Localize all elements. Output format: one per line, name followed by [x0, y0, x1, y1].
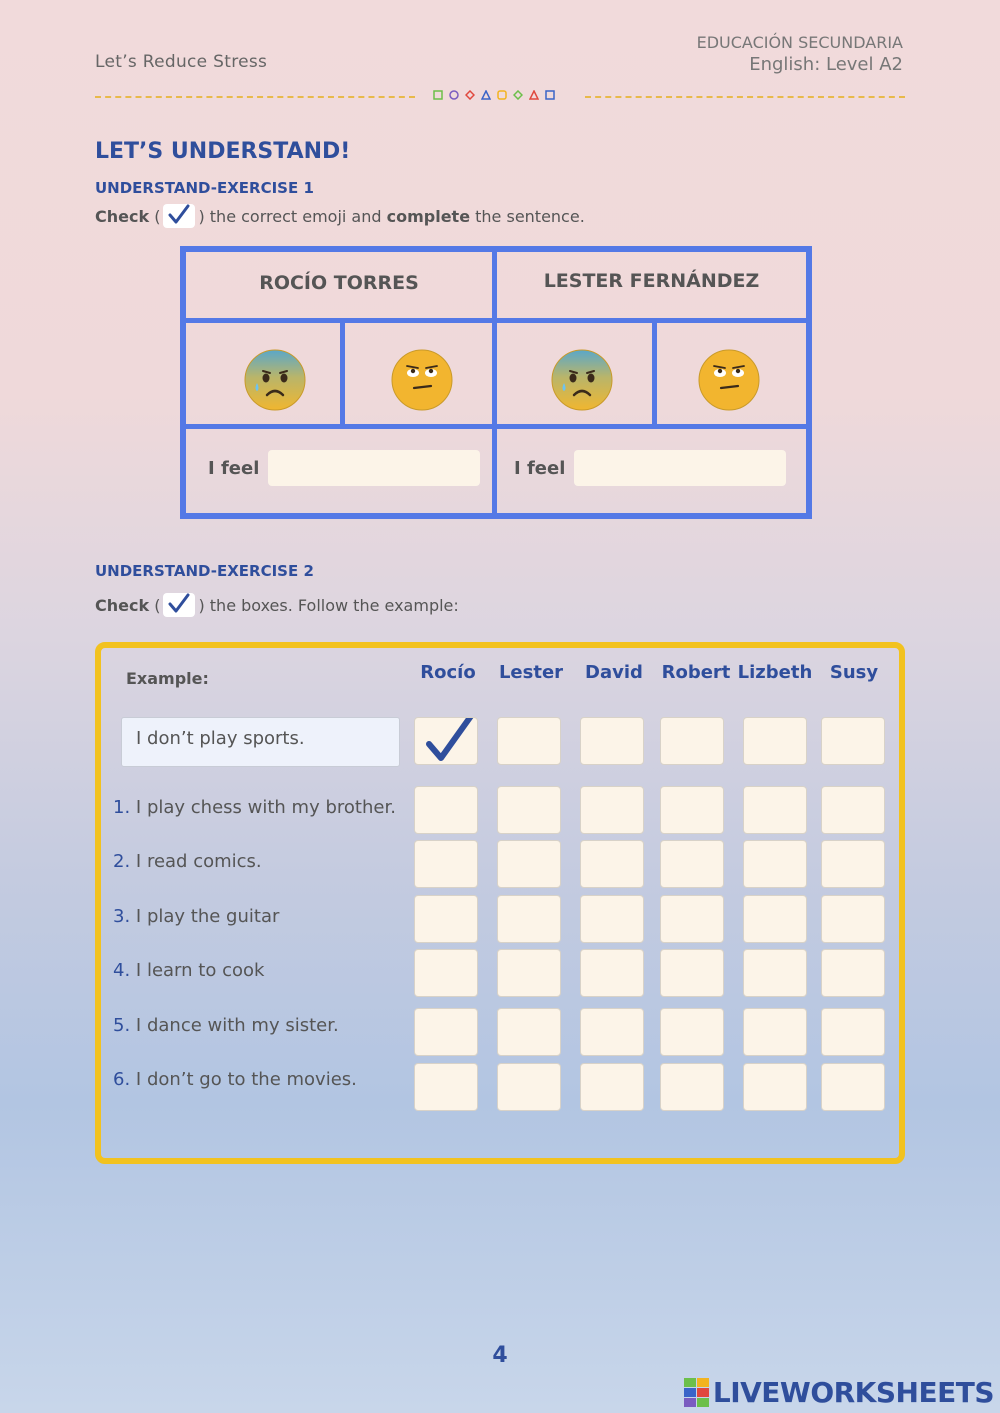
checkbox-cell[interactable] [414, 1063, 478, 1111]
checkbox-cell[interactable] [743, 840, 807, 888]
column-header-rocio: Rocío [420, 662, 476, 683]
statement-row-3 [113, 906, 279, 927]
checkbox-cell[interactable] [497, 840, 561, 888]
instr-text: the sentence. [470, 206, 585, 226]
unamused-face-icon[interactable] [390, 348, 454, 412]
rounded-square-shape-icon [497, 90, 507, 100]
column-header-lizbeth: Lizbeth [737, 662, 813, 683]
instr-text: the boxes. Follow the example: [204, 595, 459, 615]
example-label: Example: [126, 669, 209, 688]
example-checkbox [660, 717, 724, 765]
checkbox-cell[interactable] [743, 1063, 807, 1111]
row-text: I play the guitar [135, 906, 280, 927]
level-line-1: EDUCACIÓN SECUNDARIA [696, 33, 903, 52]
feel-label: I feel [208, 458, 260, 479]
example-checkbox [580, 717, 644, 765]
anxious-face-icon[interactable] [550, 348, 614, 412]
checkbox-cell[interactable] [743, 1008, 807, 1056]
checkbox-cell[interactable] [580, 949, 644, 997]
square-shape-icon [433, 90, 443, 100]
row-text: I don’t go to the movies. [135, 1069, 357, 1090]
instr-bold: complete [386, 206, 471, 226]
checkbox-cell[interactable] [414, 949, 478, 997]
statement-row-5 [113, 1015, 339, 1036]
example-checkbox [497, 717, 561, 765]
diamond-shape-icon [513, 90, 523, 100]
liveworksheets-logo[interactable] [684, 1376, 994, 1409]
checkbox-cell[interactable] [580, 1063, 644, 1111]
exercise-1-title: UNDERSTAND-EXERCISE 1 [95, 179, 314, 197]
anxious-face-icon[interactable] [243, 348, 307, 412]
checkbox-cell[interactable] [821, 949, 885, 997]
triangle-shape-icon [529, 90, 539, 100]
liveworksheets-logo-icon [684, 1378, 710, 1408]
checkbox-cell[interactable] [821, 1063, 885, 1111]
decorative-shapes [433, 90, 555, 100]
level-info [697, 32, 903, 76]
checkbox-cell[interactable] [660, 1063, 724, 1111]
checkbox-cell[interactable] [821, 895, 885, 943]
checkmark-icon [415, 718, 479, 766]
row-number: 5. [113, 1015, 131, 1036]
row-number: 3. [113, 906, 131, 927]
header-divider-left [95, 96, 415, 98]
checkbox-cell[interactable] [580, 840, 644, 888]
statement-row-4 [113, 960, 264, 981]
row-number: 2. [113, 851, 131, 872]
column-header-susy: Susy [829, 662, 879, 683]
column-header-david: David [585, 662, 643, 683]
checkbox-cell[interactable] [497, 1063, 561, 1111]
row-number: 6. [113, 1069, 131, 1090]
logo-text: LIVEWORKSHEETS [712, 1376, 994, 1409]
checkbox-cell[interactable] [660, 840, 724, 888]
instr-text: the correct emoji and [204, 206, 387, 226]
row-number: 1. [113, 797, 131, 818]
checkbox-cell[interactable] [497, 949, 561, 997]
student-name-rocio: ROCÍO TORRES [259, 272, 419, 294]
checkbox-cell[interactable] [414, 786, 478, 834]
triangle-shape-icon [481, 90, 491, 100]
level-line-2: English: Level A2 [749, 54, 903, 75]
checkbox-cell[interactable] [497, 895, 561, 943]
checkbox-cell[interactable] [660, 949, 724, 997]
feel-input-rocio[interactable] [268, 450, 480, 486]
circle-shape-icon [449, 90, 459, 100]
example-checkbox-rocio [414, 717, 478, 765]
checkbox-cell[interactable] [821, 1008, 885, 1056]
checkbox-cell[interactable] [660, 786, 724, 834]
column-header-lester: Lester [498, 662, 564, 683]
checkbox-cell[interactable] [660, 1008, 724, 1056]
instr-bold: Check [95, 206, 150, 226]
row-text: I read comics. [135, 851, 262, 872]
student-name-lester: LESTER FERNÁNDEZ [543, 270, 760, 292]
statement-row-1 [113, 797, 396, 818]
worksheet-title: Let’s Reduce Stress [95, 52, 268, 72]
exercise-2-title: UNDERSTAND-EXERCISE 2 [95, 562, 314, 580]
example-checkbox [821, 717, 885, 765]
example-checkbox [743, 717, 807, 765]
diamond-shape-icon [465, 90, 475, 100]
checkbox-cell[interactable] [580, 1008, 644, 1056]
statement-row-2 [113, 851, 262, 872]
checkbox-cell[interactable] [821, 840, 885, 888]
row-text: I play chess with my brother. [135, 797, 396, 818]
statement-row-6 [113, 1069, 357, 1090]
checkbox-cell[interactable] [821, 786, 885, 834]
checkbox-cell[interactable] [414, 895, 478, 943]
checkbox-cell[interactable] [497, 1008, 561, 1056]
checkbox-cell[interactable] [414, 1008, 478, 1056]
checkbox-cell[interactable] [743, 786, 807, 834]
checkbox-cell[interactable] [743, 949, 807, 997]
emoji-table [180, 246, 812, 519]
checkbox-cell[interactable] [497, 786, 561, 834]
checkbox-cell[interactable] [580, 895, 644, 943]
checkmark-icon [163, 593, 195, 617]
checkbox-cell[interactable] [743, 895, 807, 943]
exercise-1-instruction: Check ( ) the correct emoji and complete the sentence. [95, 204, 585, 228]
page-number: 4 [492, 1343, 508, 1368]
example-sentence: I don’t play sports. [121, 717, 400, 767]
feel-input-lester[interactable] [574, 450, 786, 486]
exercise-2-instruction: Check ( ) the boxes. Follow the example: [95, 593, 459, 617]
checkbox-cell[interactable] [660, 895, 724, 943]
row-number: 4. [113, 960, 131, 981]
checkmark-icon [163, 204, 195, 228]
checkbox-cell[interactable] [580, 786, 644, 834]
column-header-robert: Robert [661, 662, 731, 683]
checkbox-cell[interactable] [414, 840, 478, 888]
unamused-face-icon[interactable] [697, 348, 761, 412]
header-divider-right [585, 96, 905, 98]
row-text: I dance with my sister. [135, 1015, 339, 1036]
section-title: LET’S UNDERSTAND! [95, 139, 351, 164]
square-shape-icon [545, 90, 555, 100]
feel-label: I feel [514, 458, 566, 479]
row-text: I learn to cook [135, 960, 265, 981]
instr-bold: Check [95, 595, 150, 615]
